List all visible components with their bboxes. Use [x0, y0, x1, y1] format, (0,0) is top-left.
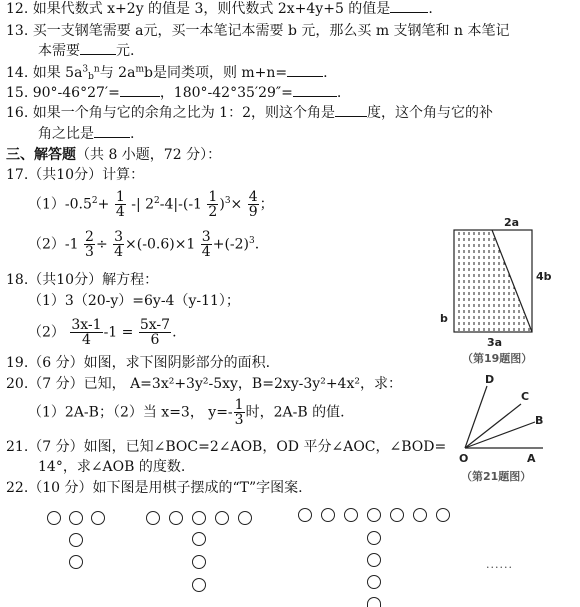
- answer-blank: [120, 84, 160, 97]
- chess-piece: [169, 511, 183, 525]
- section-heading: 三、解答题（共 8 小题，72 分）：: [6, 147, 222, 163]
- question-15: 15. 90°-46°27′= ，180°-42°35′29″= .: [6, 85, 342, 101]
- fraction: $\frac{3}{4}$: [114, 229, 124, 260]
- chess-piece: [367, 597, 381, 607]
- fraction: $\frac{5x-7}{6}$: [139, 317, 171, 348]
- question-17-part2: （2）-1 $\frac{2}{3}$ ÷ $\frac{3}{4}$ ×(-0.6)×1 $\frac{3}{4}$ $+(-2)^3$.: [28, 229, 260, 260]
- chess-piece: [436, 508, 450, 522]
- label-C: C: [521, 390, 530, 403]
- answer-blank: [390, 0, 428, 13]
- label-2a: 2a: [504, 216, 520, 229]
- chess-piece: [91, 511, 105, 525]
- fraction: $\frac{3}{4}$: [201, 229, 211, 260]
- label-D: D: [485, 373, 495, 386]
- chess-piece: [321, 508, 335, 522]
- question-16-line1: 16. 如果一个角与它的余角之比为 1：2，则这个角是 度，这个角与它的补: [6, 105, 493, 121]
- label-3a: 3a: [487, 336, 503, 349]
- chess-piece: [69, 511, 83, 525]
- chess-piece: [47, 511, 61, 525]
- chess-piece: [367, 575, 381, 589]
- label-A: A: [527, 452, 536, 465]
- fraction: $\frac{1}{4}$: [115, 189, 125, 220]
- chess-piece: [413, 508, 427, 522]
- chess-piece: [298, 508, 312, 522]
- chess-piece: [146, 511, 160, 525]
- question-18-part1: （1）3（20-y）=6y-4（y-11）；: [28, 293, 240, 309]
- question-12: 12. 如果代数式 x+2y 的值是 3，则代数式 2x+4y+5 的值是 .: [6, 1, 433, 17]
- shaded-region: [454, 230, 532, 332]
- question-16-line2: 角之比是 .: [38, 126, 135, 142]
- question-17-part1: $(1)-0.5^2+$ $\frac{1}{4}$ -| $2^2-4|-(-1$ $\frac{1}{2}$ )$^3$× $\frac{4}{9}$ ；: [28, 189, 274, 220]
- figure-19: [432, 214, 574, 366]
- question-20-line2: （1）2A-B；（2）当 x=3， y=- $\frac{1}{3}$ 时，2A-B 的值.: [28, 397, 345, 428]
- ray-OB: [465, 422, 535, 448]
- chess-piece: [192, 532, 206, 546]
- figure-caption: （第21题图）: [461, 470, 532, 483]
- fraction: $\frac{1}{2}$: [208, 189, 218, 220]
- label-b: b: [440, 312, 448, 325]
- question-18-heading: 18.（共10分）解方程：: [6, 272, 159, 288]
- chess-piece: [192, 511, 206, 525]
- chess-piece: [367, 553, 381, 567]
- question-21-line1: 21.（7 分）如图，已知∠BOC=2∠AOB，OD 平分∠AOC，∠BOD=: [6, 439, 447, 455]
- answer-blank: [335, 104, 367, 117]
- fraction: $\frac{1}{3}$: [234, 397, 244, 428]
- answer-blank: [94, 125, 130, 138]
- question-14: 14. 如果 $5a^3b^n$与 $2a^mb$是同类项，则 m+n= .: [6, 64, 328, 82]
- chess-piece: [192, 555, 206, 569]
- chess-piece: [390, 508, 404, 522]
- question-22: 22.（10 分）如下图是用棋子摆成的“T”字图案.: [6, 480, 303, 496]
- question-18-part2: （2） $\frac{3x-1}{4}$ -1 = $\frac{5x-7}{6}$ .: [28, 317, 177, 348]
- chess-piece: [238, 511, 252, 525]
- chess-piece: [215, 511, 229, 525]
- question-20-line1: 20.（7 分）已知， A=3x²+3y²-5xy，B=2xy-3y²+4x²，求：: [6, 376, 402, 392]
- figure-21: [455, 372, 565, 488]
- chess-piece: [69, 555, 83, 569]
- chess-piece: [69, 533, 83, 547]
- question-17-heading: 17.（共10分）计算：: [6, 167, 145, 183]
- figure-caption: （第19题图）: [462, 352, 533, 365]
- chess-piece: [192, 578, 206, 592]
- fraction: $\frac{2}{3}$: [85, 229, 94, 260]
- chess-piece: [367, 531, 381, 545]
- question-13-line2: 本需要 元.: [38, 43, 135, 59]
- continuation-dots: ......: [486, 558, 513, 571]
- chess-piece: [367, 508, 381, 522]
- chess-piece: [344, 508, 358, 522]
- fraction: $\frac{3x-1}{4}$: [71, 317, 102, 348]
- answer-blank: [80, 42, 116, 55]
- answer-blank: [287, 64, 323, 77]
- question-13-line1: 13. 买一支钢笔需要 a元，买一本笔记本需要 b 元，那么买 m 支钢笔和 n 本笔记: [6, 23, 510, 39]
- label-4b: 4b: [536, 270, 552, 283]
- label-O: O: [459, 452, 469, 465]
- fraction: $\frac{4}{9}$: [248, 189, 258, 220]
- question-21-line2: 14°，求∠AOB 的度数.: [38, 459, 186, 475]
- answer-blank: [293, 84, 337, 97]
- question-19: 19.（6 分）如图，求下图阴影部分的面积.: [6, 355, 271, 371]
- label-B: B: [535, 414, 544, 427]
